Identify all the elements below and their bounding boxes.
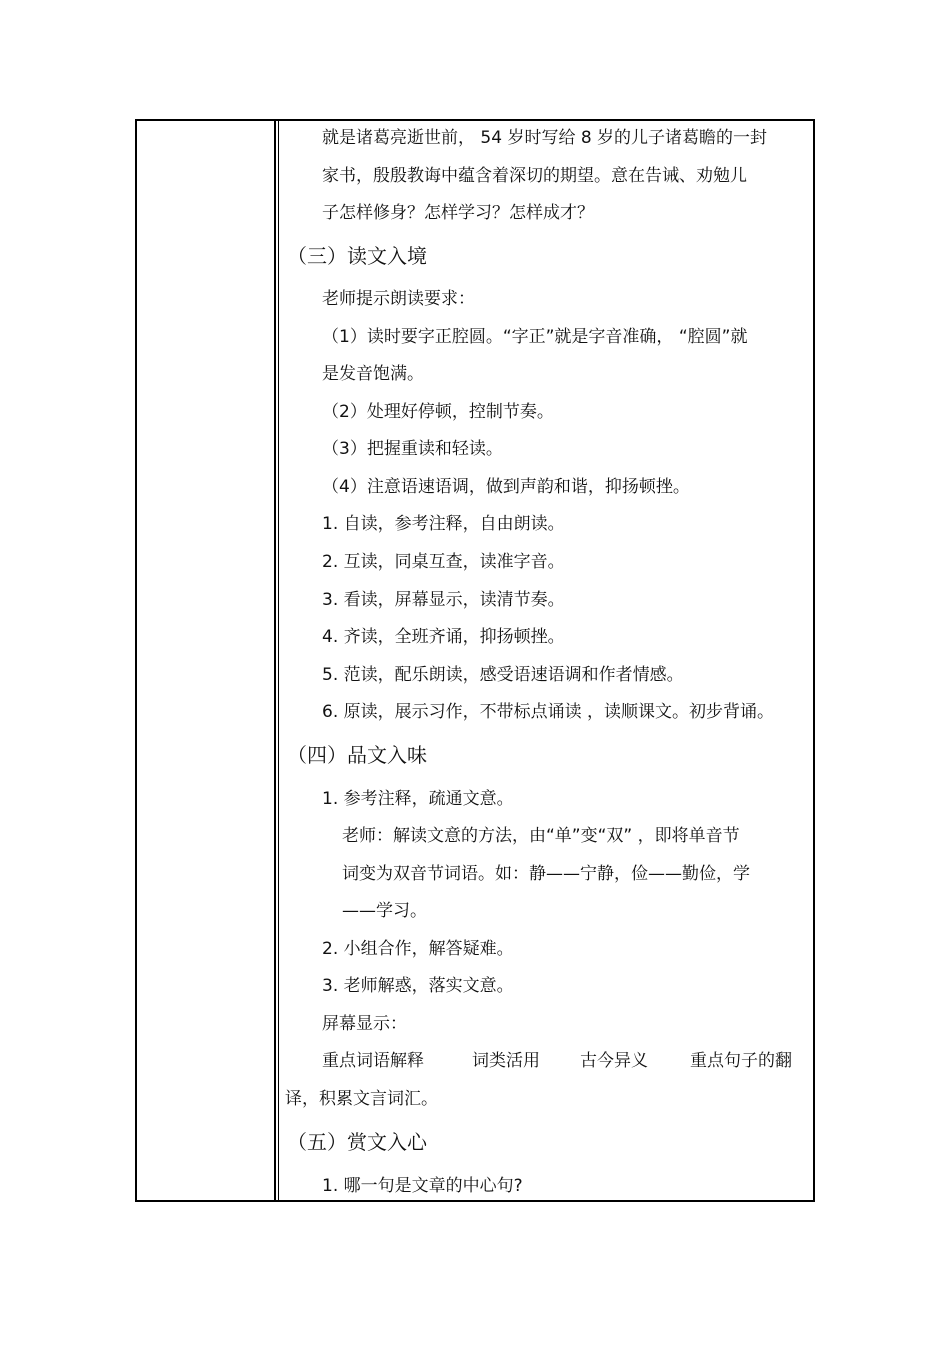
lesson-table bbox=[135, 119, 815, 1202]
analysis-item-2: 2. 小组合作，解答疑难。 bbox=[322, 939, 514, 959]
column-divider bbox=[274, 119, 276, 1202]
reading-requirement-3: （3）把握重读和轻读。 bbox=[322, 439, 503, 459]
keyword-word-class: 词类活用 bbox=[472, 1051, 540, 1071]
keyword-ancient-modern: 古今异义 bbox=[580, 1051, 648, 1071]
reading-step-4: 4. 齐读，全班齐诵，抑扬顿挫。 bbox=[322, 627, 565, 647]
column-divider-inner bbox=[278, 119, 279, 1202]
screen-display-label: 屏幕显示： bbox=[322, 1014, 407, 1034]
intro-line-1: 就是诸葛亮逝世前， 54 岁时写给 8 岁的儿子诸葛瞻的一封 bbox=[322, 128, 768, 148]
teacher-note-line-2: 词变为双音节词语。如：静——宁静，俭——勤俭，学 bbox=[342, 864, 750, 884]
reading-requirement-2: （2）处理好停顿，控制节奏。 bbox=[322, 402, 554, 422]
reading-step-5: 5. 范读，配乐朗读，感受语速语调和作者情感。 bbox=[322, 665, 684, 685]
reading-step-6: 6. 原读，展示习作，不带标点诵读 ，读顺课文。初步背诵。 bbox=[322, 702, 775, 722]
reading-step-2: 2. 互读，同桌互查，读准字音。 bbox=[322, 552, 565, 572]
reading-requirement-1a: （1）读时要字正腔圆。“字正”就是字音准确， “腔圆”就 bbox=[322, 327, 748, 347]
keyword-key-terms: 重点词语解释 bbox=[322, 1051, 424, 1071]
intro-line-3: 子怎样修身？怎样学习？怎样成才？ bbox=[322, 203, 594, 223]
section-3-heading: （三）读文入境 bbox=[287, 244, 427, 268]
reading-requirement-4: （4）注意语速语调，做到声韵和谐，抑扬顿挫。 bbox=[322, 477, 690, 497]
reading-step-3: 3. 看读，屏幕显示，读清节奏。 bbox=[322, 590, 565, 610]
section-3-lead: 老师提示朗读要求： bbox=[322, 289, 475, 309]
section-5-heading: （五）赏文入心 bbox=[287, 1130, 427, 1154]
analysis-item-3: 3. 老师解惑，落实文意。 bbox=[322, 976, 514, 996]
intro-line-2: 家书，殷殷教诲中蕴含着深切的期望。意在告诫、劝勉儿 bbox=[322, 166, 747, 186]
reading-requirement-1b: 是发音饱满。 bbox=[322, 364, 424, 384]
question-1: 1. 哪一句是文章的中心句? bbox=[322, 1176, 523, 1196]
keyword-translation: 重点句子的翻 bbox=[690, 1051, 792, 1071]
analysis-item-1: 1. 参考注释，疏通文意。 bbox=[322, 789, 514, 809]
teacher-note-line-1: 老师：解读文意的方法，由“单”变“双” ，即将单音节 bbox=[342, 826, 740, 846]
section-4-heading: （四）品文入味 bbox=[287, 743, 427, 767]
keyword-tail: 译，积累文言词汇。 bbox=[285, 1089, 438, 1109]
teacher-note-line-3: ——学习。 bbox=[342, 901, 427, 921]
reading-step-1: 1. 自读，参考注释，自由朗读。 bbox=[322, 514, 565, 534]
